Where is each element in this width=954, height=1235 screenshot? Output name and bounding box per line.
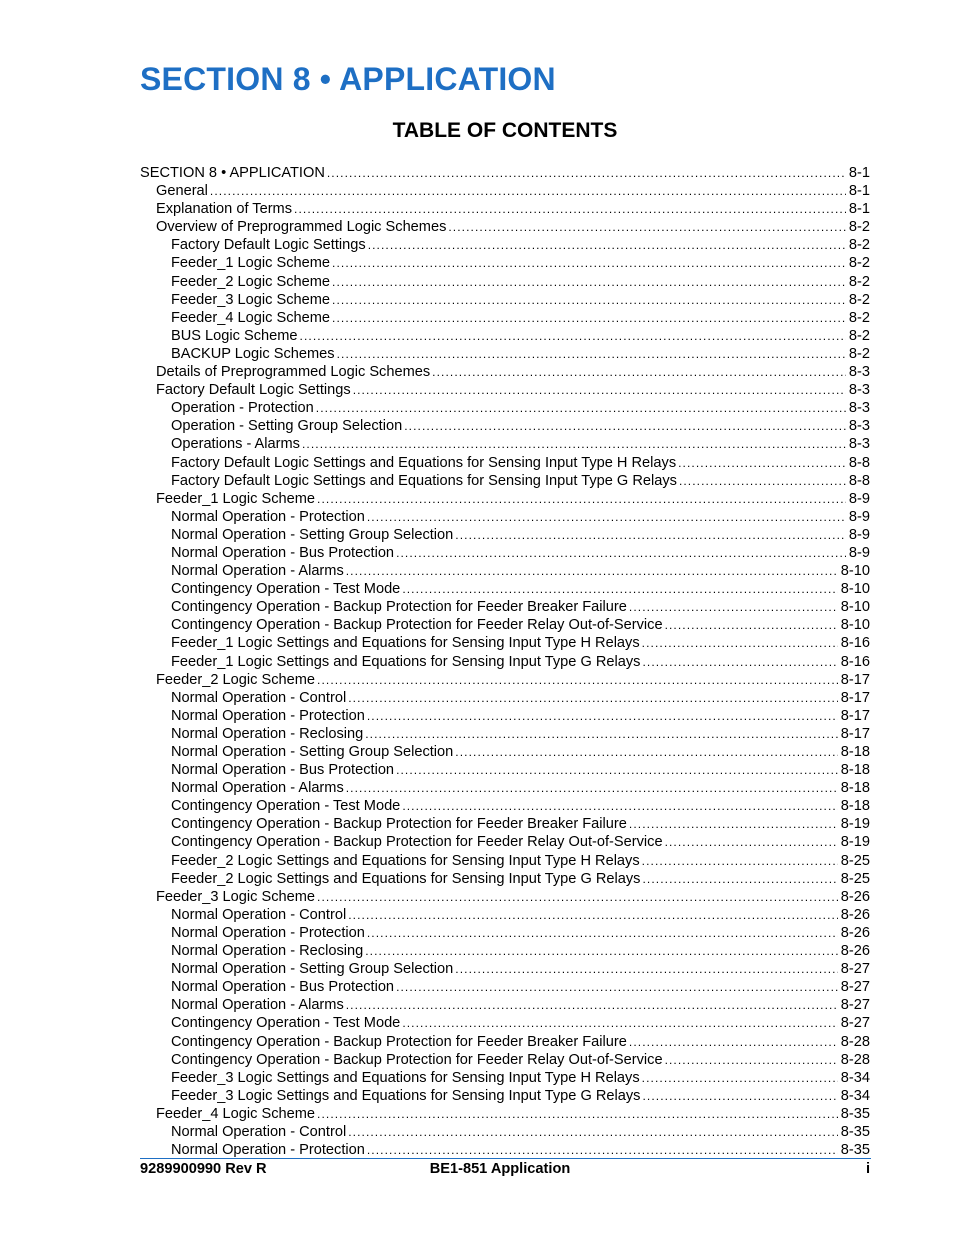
toc-entry[interactable]	[140, 490, 870, 508]
toc-entry[interactable]	[140, 960, 870, 978]
toc-entry-page: 8-3	[848, 364, 870, 381]
toc-entry-label: Feeder_2 Logic Scheme	[171, 273, 331, 290]
toc-dot-leader	[316, 399, 846, 417]
toc-entry-page: 8-2	[848, 291, 870, 308]
toc-entry-page: 8-18	[840, 798, 870, 815]
footer-page-number: i	[866, 1161, 871, 1177]
toc-entry-page: 8-2	[848, 219, 870, 236]
toc-dot-leader	[367, 707, 838, 725]
toc-entry[interactable]	[140, 472, 870, 490]
toc-entry-page: 8-1	[848, 165, 870, 181]
section-title: SECTION 8 • APPLICATION	[140, 61, 556, 97]
toc-entry-label: Factory Default Logic Settings	[156, 382, 351, 399]
toc-entry-label: Feeder_2 Logic Scheme	[156, 671, 316, 688]
toc-entry[interactable]	[140, 291, 870, 309]
toc-entry-label: Feeder_1 Logic Scheme	[171, 255, 331, 272]
toc-dot-leader	[302, 435, 846, 453]
toc-entry-label: Normal Operation - Protection	[171, 1142, 365, 1159]
toc-entry-page: 8-18	[840, 744, 870, 760]
toc-entry[interactable]	[140, 327, 870, 345]
toc-entry-label: General	[156, 183, 208, 200]
toc-entry-label: Normal Operation - Bus Protection	[171, 544, 395, 561]
toc-entry[interactable]	[140, 363, 870, 381]
toc-entry-label: Normal Operation - Reclosing	[171, 943, 364, 960]
toc-entry-label: Feeder_2 Logic Settings and Equations for Sensing Input Type G Relays	[171, 870, 641, 887]
toc-dot-leader	[642, 634, 838, 652]
toc-entry-label: BUS Logic Scheme	[171, 327, 298, 344]
toc-entry[interactable]	[140, 1123, 870, 1141]
toc-entry[interactable]	[140, 779, 870, 797]
toc-dot-leader	[353, 381, 846, 399]
toc-entry[interactable]	[140, 435, 870, 453]
toc-entry[interactable]	[140, 797, 870, 815]
toc-entry-page: 8-10	[840, 599, 870, 616]
toc-entry-label: Normal Operation - Setting Group Selection	[171, 744, 454, 760]
toc-dot-leader	[332, 254, 846, 272]
toc-entry-label: Factory Default Logic Settings	[171, 237, 366, 254]
toc-entry-label: Contingency Operation - Test Mode	[171, 1015, 401, 1032]
toc-entry[interactable]	[140, 218, 870, 236]
toc-entry-label: Normal Operation - Control	[171, 906, 347, 923]
toc-entry-page: 8-26	[840, 943, 870, 960]
toc-dot-leader	[348, 906, 838, 924]
toc-entry[interactable]	[140, 417, 870, 435]
toc-entry-label: Operation - Setting Group Selection	[171, 418, 403, 435]
toc-entry-page: 8-26	[840, 888, 870, 905]
toc-entry-label: Normal Operation - Bus Protection	[171, 979, 395, 996]
toc-entry[interactable]	[140, 671, 870, 689]
toc-dot-leader	[300, 327, 846, 345]
toc-entry[interactable]	[140, 1087, 870, 1105]
toc-entry[interactable]	[140, 1141, 870, 1159]
toc-entry-page: 8-19	[840, 816, 870, 833]
toc-dot-leader	[346, 562, 838, 580]
toc-entry-label: Operation - Protection	[171, 400, 314, 417]
toc-entry[interactable]	[140, 852, 870, 870]
toc-entry-page: 8-26	[840, 906, 870, 923]
toc-entry[interactable]	[140, 1051, 870, 1069]
toc-entry-page: 8-10	[840, 581, 870, 598]
toc-dot-leader	[448, 218, 846, 236]
toc-entry-page: 8-17	[840, 725, 870, 742]
toc-dot-leader	[317, 888, 838, 906]
toc-entry-page: 8-9	[848, 544, 870, 561]
toc-entry-page: 8-27	[840, 997, 870, 1014]
toc-entry[interactable]	[140, 906, 870, 924]
toc-entry-label: Normal Operation - Alarms	[171, 563, 344, 580]
toc-entry-label: BACKUP Logic Schemes	[171, 345, 335, 362]
toc-entry[interactable]	[140, 164, 870, 182]
toc-entry[interactable]	[140, 399, 870, 417]
toc-entry-page: 8-9	[848, 508, 870, 525]
toc-entry-page: 8-3	[848, 436, 870, 453]
toc-entry-page: 8-25	[840, 852, 870, 869]
toc-entry-page: 8-2	[848, 327, 870, 344]
toc-entry-label: Feeder_1 Logic Settings and Equations for Sensing Input Type H Relays	[171, 635, 640, 652]
toc-entry[interactable]	[140, 508, 870, 526]
toc-heading: TABLE OF CONTENTS	[392, 119, 618, 142]
toc-entry[interactable]	[140, 345, 870, 363]
footer-doc-title: BE1-851 Application	[429, 1161, 571, 1177]
toc-entry-label: Feeder_3 Logic Settings and Equations for Sensing Input Type G Relays	[171, 1087, 641, 1104]
toc-dot-leader	[402, 797, 837, 815]
toc-dot-leader	[367, 1141, 838, 1159]
toc-dot-leader	[402, 580, 837, 598]
toc-dot-leader	[642, 653, 837, 671]
toc-entry[interactable]	[140, 634, 870, 652]
toc-entry[interactable]	[140, 616, 870, 634]
toc-entry-page: 8-2	[848, 345, 870, 362]
toc-dot-leader	[294, 200, 846, 218]
toc-entry-label: Overview of Preprogrammed Logic Schemes	[156, 219, 447, 236]
toc-dot-leader	[396, 761, 838, 779]
toc-entry-page: 8-3	[848, 382, 870, 399]
toc-entry[interactable]	[140, 743, 870, 761]
toc-entry-page: 8-28	[840, 1051, 870, 1068]
toc-entry-label: Explanation of Terms	[156, 201, 293, 218]
toc-entry-label: Feeder_4 Logic Scheme	[171, 309, 331, 326]
toc-entry[interactable]	[140, 273, 870, 291]
toc-dot-leader	[327, 164, 846, 182]
toc-entry[interactable]	[140, 598, 870, 616]
toc-entry-label: Feeder_3 Logic Settings and Equations for Sensing Input Type H Relays	[171, 1069, 640, 1086]
toc-entry-label: Contingency Operation - Test Mode	[171, 798, 401, 815]
toc-dot-leader	[317, 1105, 838, 1123]
toc-dot-leader	[665, 1051, 838, 1069]
toc-entry-page: 8-35	[840, 1142, 870, 1159]
toc-entry-page: 8-17	[840, 707, 870, 724]
toc-entry-label: Normal Operation - Protection	[171, 924, 365, 941]
toc-dot-leader	[348, 689, 838, 707]
toc-entry-page: 8-34	[840, 1069, 870, 1086]
toc-entry-page: 8-2	[848, 309, 870, 326]
toc-entry-page: 8-18	[840, 780, 870, 797]
toc-dot-leader	[404, 417, 846, 435]
toc-entry-label: Feeder_1 Logic Settings and Equations for Sensing Input Type G Relays	[171, 653, 641, 670]
toc-entry[interactable]	[140, 978, 870, 996]
toc-dot-leader	[455, 526, 846, 544]
toc-entry-label: Normal Operation - Setting Group Selection	[171, 961, 454, 978]
toc-entry[interactable]	[140, 309, 870, 327]
toc-entry[interactable]	[140, 942, 870, 960]
toc-entry-page: 8-17	[840, 689, 870, 706]
toc-dot-leader	[642, 870, 837, 888]
toc-dot-leader	[678, 454, 846, 472]
toc-entry-page: 8-9	[848, 490, 870, 507]
toc-entry-label: Normal Operation - Bus Protection	[171, 762, 395, 779]
toc-entry-label: Factory Default Logic Settings and Equations for Sensing Input Type G Relays	[171, 472, 677, 489]
toc-entry-page: 8-27	[840, 961, 870, 978]
toc-entry-page: 8-16	[840, 653, 870, 670]
toc-dot-leader	[432, 363, 846, 381]
toc-dot-leader	[332, 309, 846, 327]
toc-entry[interactable]	[140, 236, 870, 254]
toc-entry[interactable]	[140, 888, 870, 906]
toc-entry-label: Feeder_1 Logic Scheme	[156, 490, 316, 507]
toc-entry-label: Contingency Operation - Backup Protection for Feeder Breaker Failure	[171, 816, 627, 833]
toc-dot-leader	[337, 345, 846, 363]
toc-entry[interactable]	[140, 562, 870, 580]
toc-entry-page: 8-2	[848, 273, 870, 290]
toc-dot-leader	[642, 1087, 837, 1105]
toc-dot-leader	[367, 508, 846, 526]
toc-entry-page: 8-9	[848, 526, 870, 543]
toc-dot-leader	[210, 182, 846, 200]
toc-entry-page: 8-3	[848, 418, 870, 435]
toc-dot-leader	[665, 616, 838, 634]
toc-entry-label: Normal Operation - Reclosing	[171, 725, 364, 742]
toc-entry-page: 8-25	[840, 870, 870, 887]
toc-entry-page: 8-35	[840, 1123, 870, 1140]
toc-entry[interactable]	[140, 381, 870, 399]
toc-dot-leader	[317, 490, 846, 508]
toc-entry-page: 8-10	[840, 563, 870, 580]
toc-entry-page: 8-19	[840, 834, 870, 851]
toc-entry[interactable]	[140, 182, 870, 200]
toc-entry-label: Normal Operation - Protection	[171, 508, 365, 525]
toc-dot-leader	[642, 852, 838, 870]
toc-dot-leader	[332, 273, 846, 291]
toc-dot-leader	[455, 960, 837, 978]
toc-entry-label: Contingency Operation - Backup Protection for Feeder Breaker Failure	[171, 599, 627, 616]
toc-entry-label: Contingency Operation - Backup Protection for Feeder Relay Out-of-Service	[171, 617, 663, 634]
toc-entry[interactable]	[140, 1033, 870, 1051]
toc-entry[interactable]	[140, 1014, 870, 1032]
table-of-contents	[140, 164, 870, 1159]
toc-dot-leader	[402, 1014, 837, 1032]
toc-entry-label: Feeder_3 Logic Scheme	[156, 888, 316, 905]
toc-dot-leader	[348, 1123, 838, 1141]
toc-dot-leader	[665, 833, 838, 851]
toc-entry-page: 8-1	[848, 201, 870, 218]
toc-entry-label: Normal Operation - Control	[171, 1123, 347, 1140]
toc-entry-page: 8-1	[848, 183, 870, 200]
toc-entry-label: Contingency Operation - Test Mode	[171, 581, 401, 598]
toc-entry[interactable]	[140, 761, 870, 779]
toc-dot-leader	[365, 942, 838, 960]
toc-entry-label: Normal Operation - Alarms	[171, 997, 344, 1014]
toc-dot-leader	[365, 725, 838, 743]
toc-entry-page: 8-27	[840, 979, 870, 996]
toc-dot-leader	[642, 1069, 838, 1087]
toc-entry[interactable]	[140, 454, 870, 472]
toc-dot-leader	[332, 291, 846, 309]
toc-entry-page: 8-16	[840, 635, 870, 652]
toc-entry-label: Details of Preprogrammed Logic Schemes	[156, 364, 431, 381]
toc-dot-leader	[346, 996, 838, 1014]
toc-entry-page: 8-10	[840, 617, 870, 634]
toc-entry-label: SECTION 8 • APPLICATION	[140, 165, 325, 181]
toc-entry-label: Normal Operation - Control	[171, 689, 347, 706]
toc-dot-leader	[396, 978, 838, 996]
toc-entry[interactable]	[140, 725, 870, 743]
toc-dot-leader	[679, 472, 846, 490]
toc-entry[interactable]	[140, 200, 870, 218]
toc-entry[interactable]	[140, 707, 870, 725]
toc-entry-label: Contingency Operation - Backup Protection for Feeder Relay Out-of-Service	[171, 1051, 663, 1068]
toc-entry-label: Normal Operation - Alarms	[171, 780, 344, 797]
toc-dot-leader	[317, 671, 838, 689]
toc-entry-label: Normal Operation - Protection	[171, 707, 365, 724]
toc-entry[interactable]	[140, 870, 870, 888]
toc-entry-page: 8-8	[848, 454, 870, 471]
toc-entry-label: Operations - Alarms	[171, 436, 300, 453]
toc-entry[interactable]	[140, 526, 870, 544]
toc-dot-leader	[455, 743, 837, 761]
toc-entry-label: Feeder_4 Logic Scheme	[156, 1105, 316, 1122]
toc-entry-label: Factory Default Logic Settings and Equations for Sensing Input Type H Relays	[171, 454, 677, 471]
toc-entry[interactable]	[140, 544, 870, 562]
toc-entry-label: Contingency Operation - Backup Protection for Feeder Relay Out-of-Service	[171, 834, 663, 851]
toc-entry[interactable]	[140, 653, 870, 671]
toc-entry-page: 8-8	[848, 472, 870, 489]
toc-dot-leader	[367, 924, 838, 942]
toc-dot-leader	[629, 815, 838, 833]
toc-entry-page: 8-26	[840, 924, 870, 941]
toc-dot-leader	[629, 598, 838, 616]
toc-entry-page: 8-17	[840, 671, 870, 688]
toc-dot-leader	[346, 779, 838, 797]
toc-entry-label: Normal Operation - Setting Group Selection	[171, 526, 454, 543]
toc-dot-leader	[396, 544, 846, 562]
toc-dot-leader	[629, 1033, 838, 1051]
toc-entry-page: 8-27	[840, 1015, 870, 1032]
toc-entry[interactable]	[140, 580, 870, 598]
toc-entry-page: 8-2	[848, 255, 870, 272]
toc-entry-label: Feeder_3 Logic Scheme	[171, 291, 331, 308]
toc-entry-label: Contingency Operation - Backup Protection for Feeder Breaker Failure	[171, 1033, 627, 1050]
toc-entry[interactable]	[140, 924, 870, 942]
toc-entry-page: 8-28	[840, 1033, 870, 1050]
toc-entry[interactable]	[140, 689, 870, 707]
footer-doc-number: 9289900990 Rev R	[140, 1161, 267, 1177]
toc-entry-page: 8-18	[840, 762, 870, 779]
toc-entry[interactable]	[140, 1069, 870, 1087]
toc-entry-page: 8-34	[840, 1087, 870, 1104]
toc-entry-page: 8-3	[848, 400, 870, 417]
toc-entry-label: Feeder_2 Logic Settings and Equations for Sensing Input Type H Relays	[171, 852, 640, 869]
toc-entry-page: 8-2	[848, 237, 870, 254]
toc-entry-page: 8-35	[840, 1105, 870, 1122]
toc-entry[interactable]	[140, 815, 870, 833]
toc-dot-leader	[368, 236, 846, 254]
toc-entry[interactable]	[140, 996, 870, 1014]
toc-entry[interactable]	[140, 254, 870, 272]
toc-entry[interactable]	[140, 1105, 870, 1123]
toc-entry[interactable]	[140, 833, 870, 851]
